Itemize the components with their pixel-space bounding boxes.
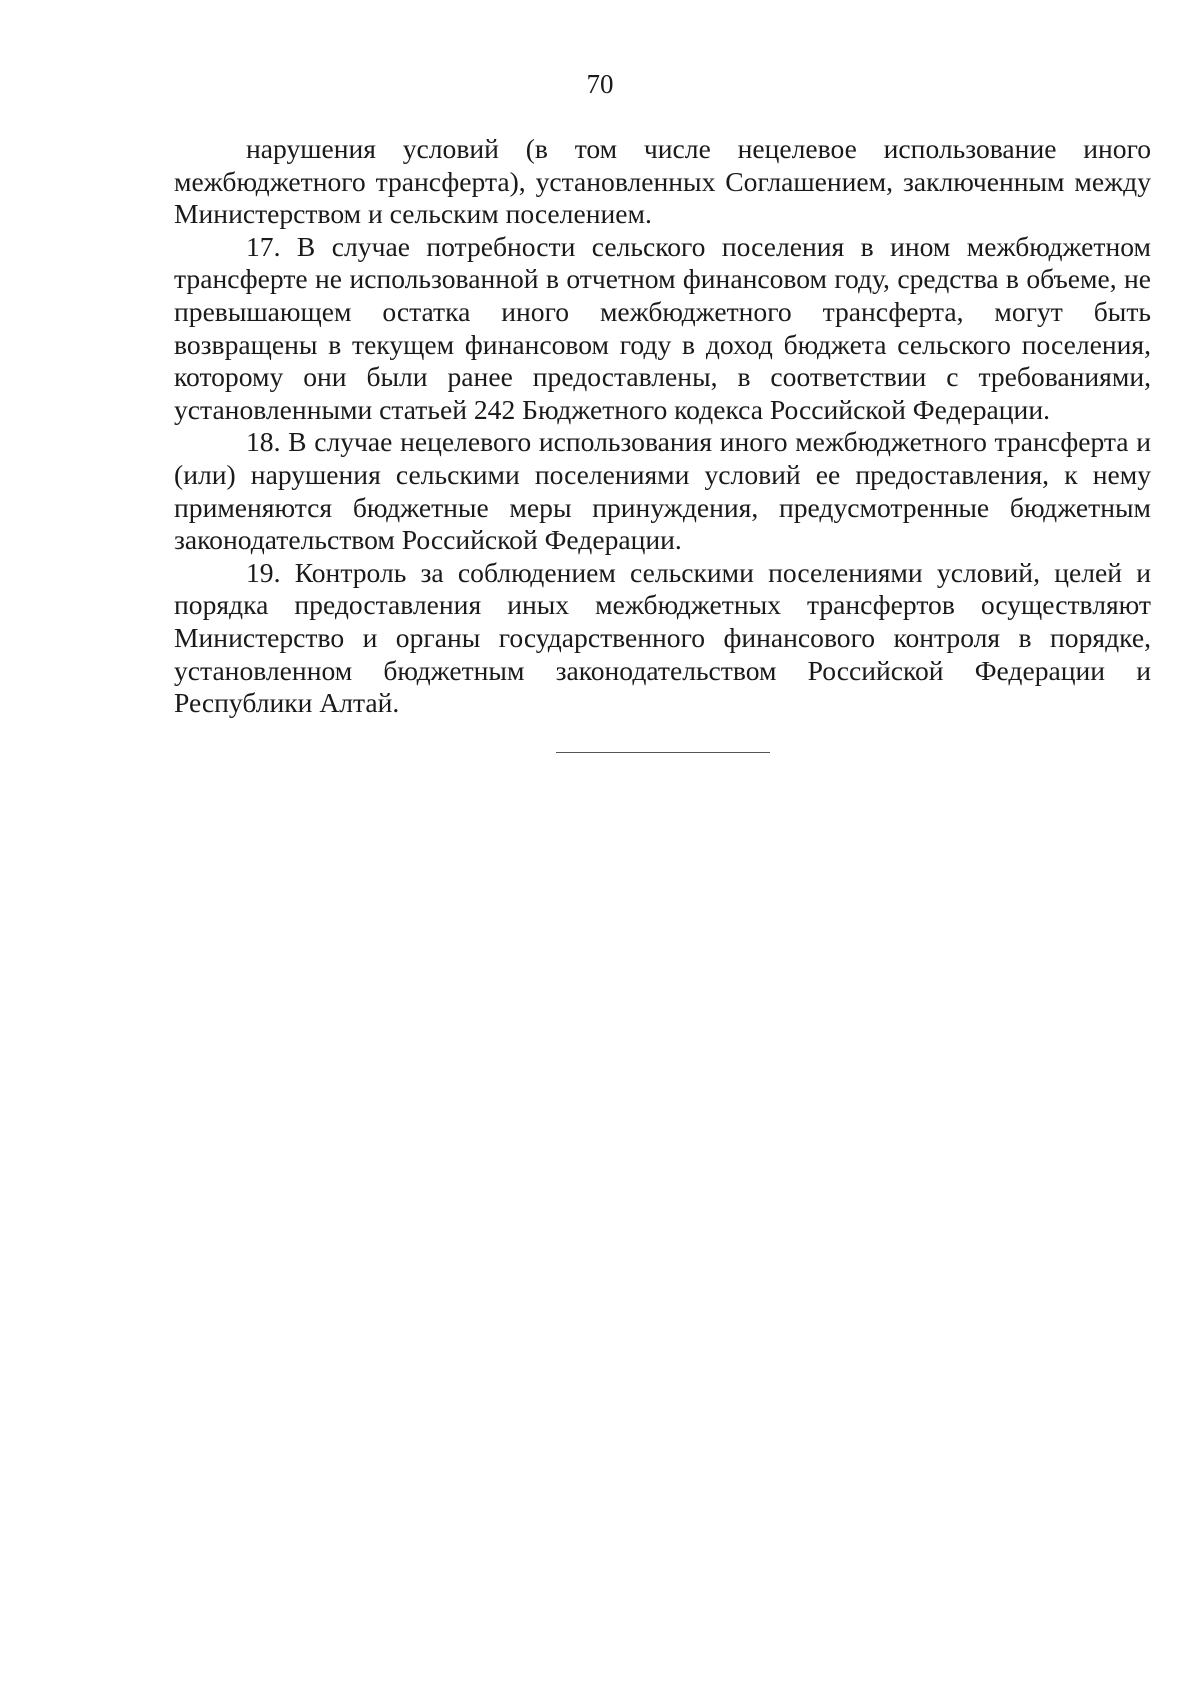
document-body: [174, 133, 1151, 720]
paragraph-17: 17. В случае потребности сельского поселения в ином межбюджетном трансферте не использованной в отчетном финансовом году, средства в объеме, не превышающем остатка иного межбюджетного трансферта, могут быть возвращены в текущем финансовом году в доход бюджета сельского поселения, которому они были ранее предоставлены, в соответствии с требованиями, установленными статьей 242 Бюджетного кодекса Российской Федерации.: [174, 230, 1151, 425]
paragraph-18: 18. В случае нецелевого использования иного межбюджетного трансферта и (или) нарушения сельскими поселениями условий ее предоставления, к нему применяются бюджетные меры принуждения, предусмотренные бюджетным законодательством Российской Федерации.: [174, 426, 1151, 556]
paragraph-19: 19. Контроль за соблюдением сельскими поселениями условий, целей и порядка предоставления иных межбюджетных трансфертов осуществляют Министерство и органы государственного финансового контроля в порядке, установленном бюджетным законодательством Российской Федерации и Республики Алтай.: [174, 556, 1151, 719]
page-number: 70: [586, 69, 614, 99]
paragraph-continuation: нарушения условий (в том числе нецелевое использование иного межбюджетного трансферта), установленных Соглашением, заключенным между Министерством и сельским поселением.: [174, 133, 1151, 230]
end-of-document-rule: [556, 752, 770, 753]
